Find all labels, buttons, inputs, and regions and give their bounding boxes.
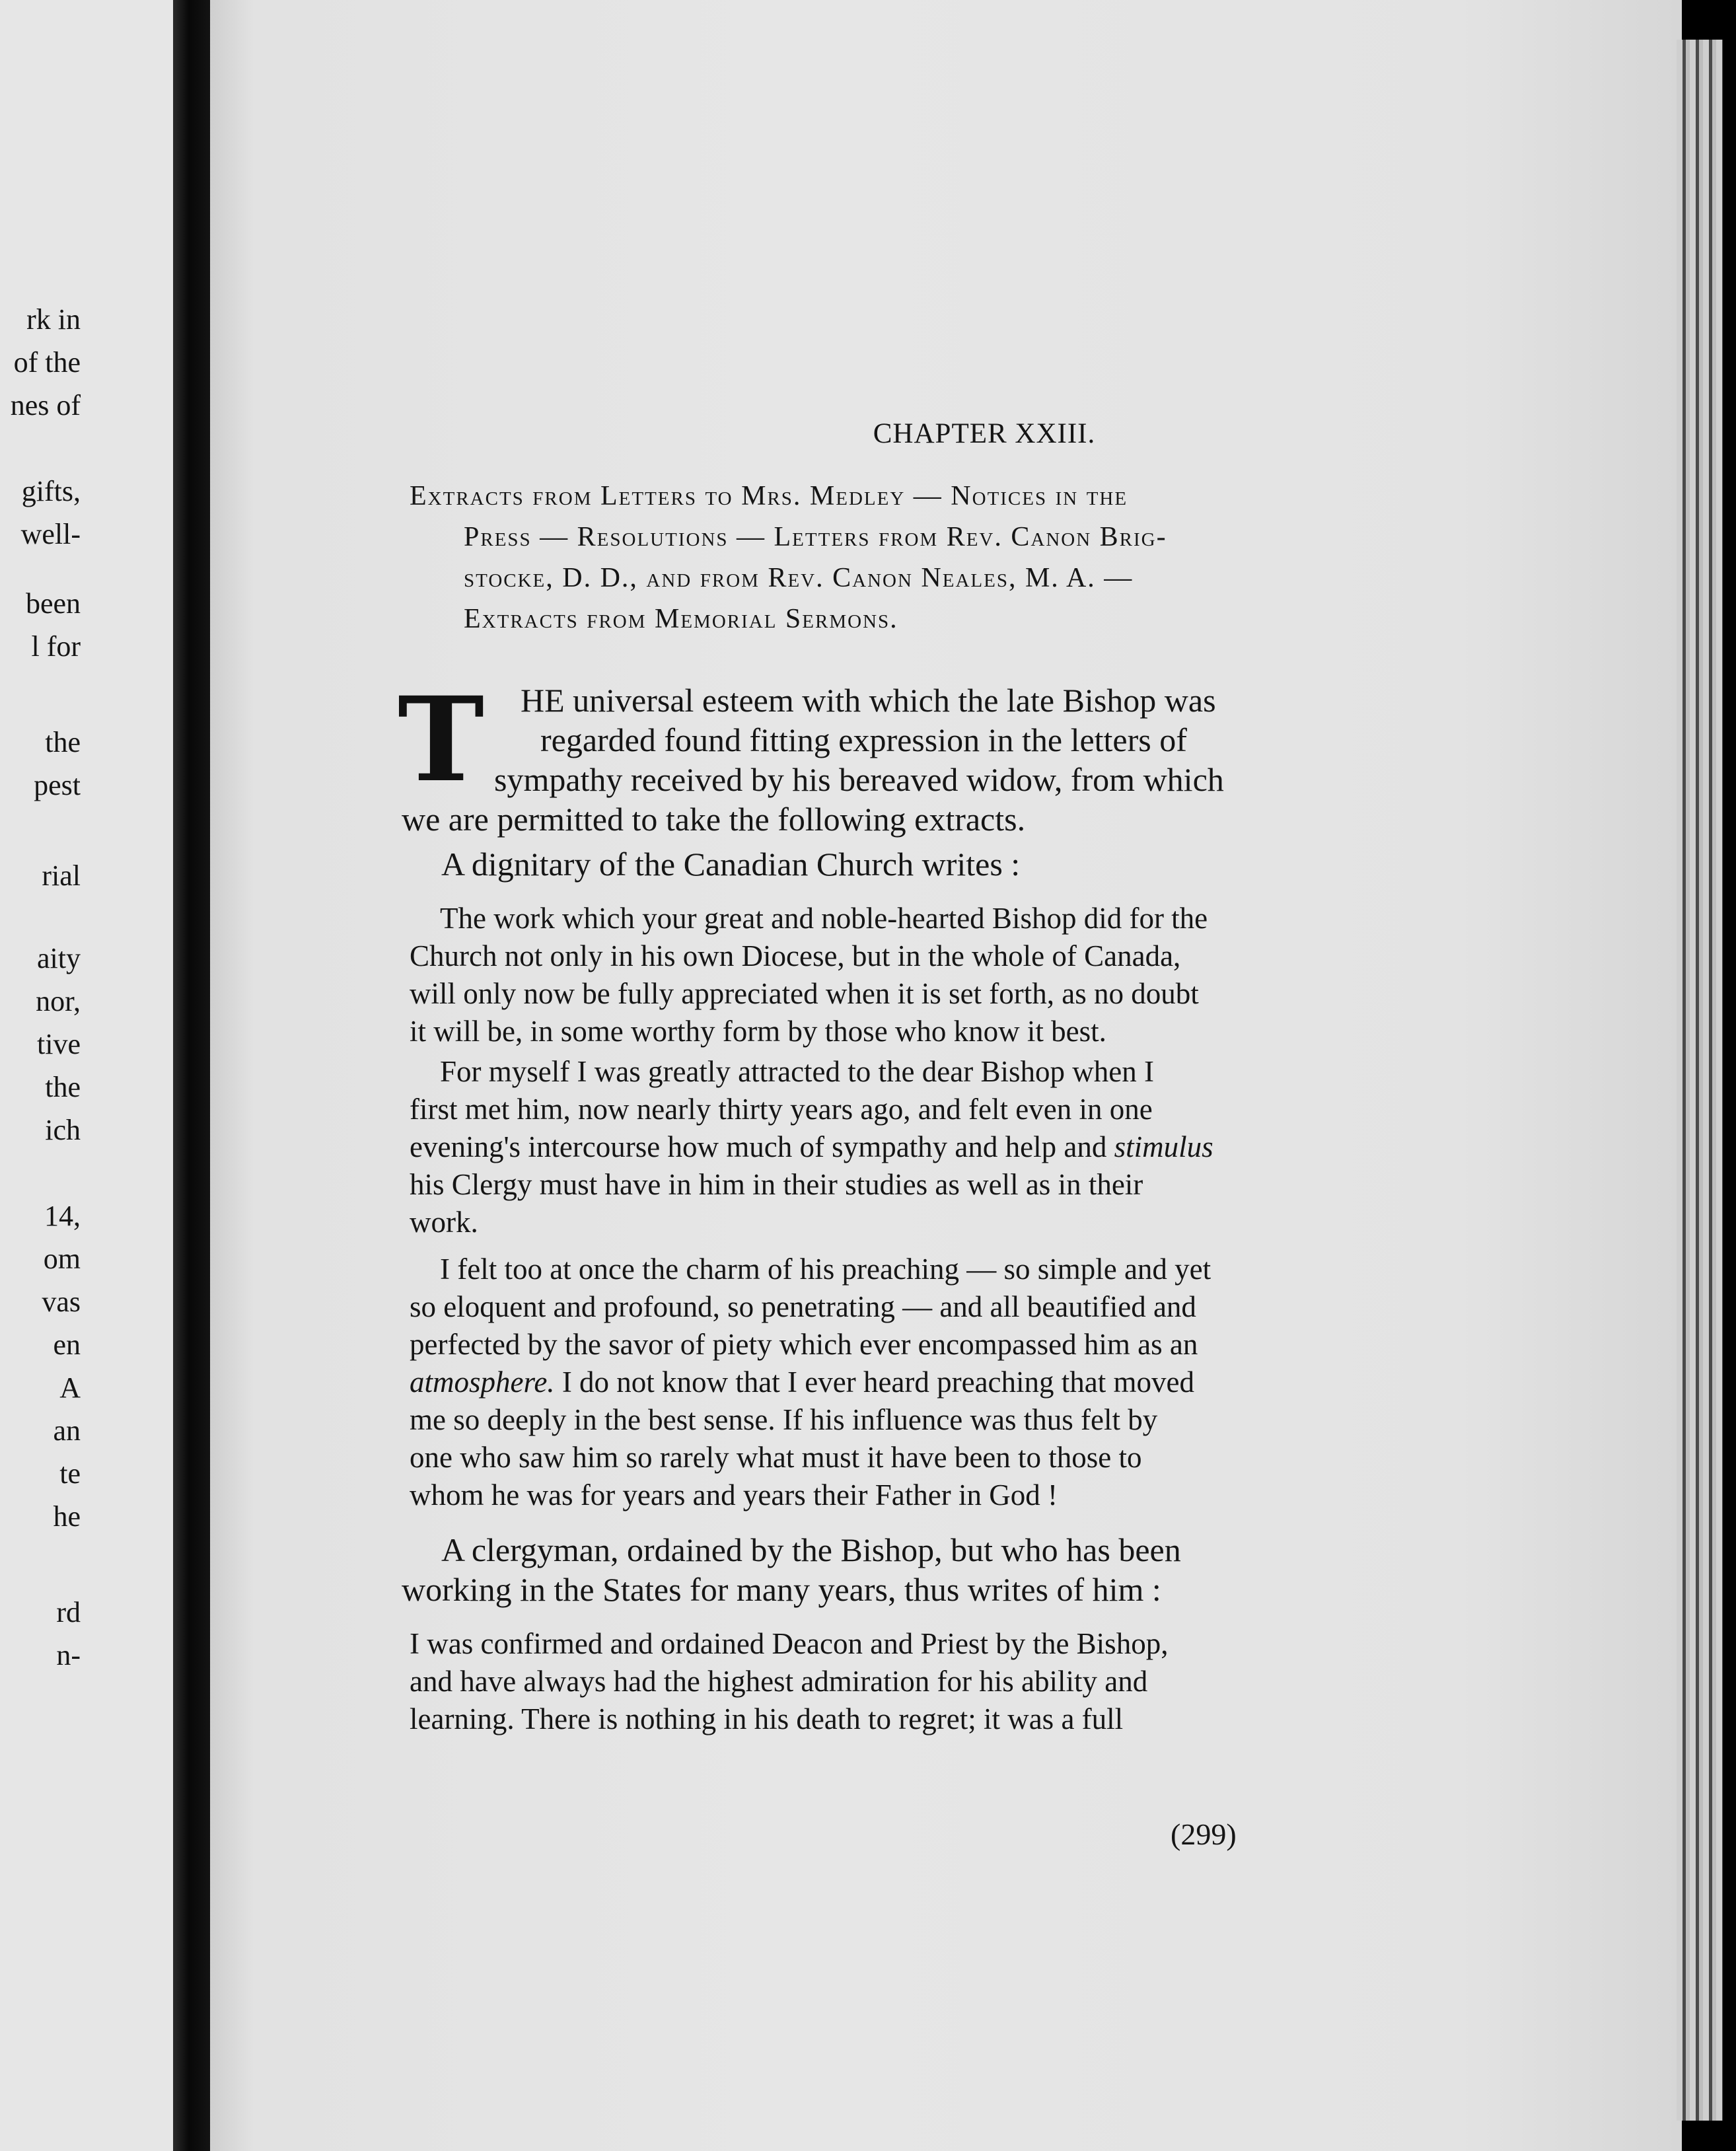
quoted-letter [402,900,1353,1050]
body-line: working in the States for many years, thus writes of him : [402,1571,1161,1608]
body-line: HE universal esteem with which the late Bishop was [521,682,1216,719]
quote-text: evening's intercourse how much of sympathy and help and [410,1130,1107,1163]
quote-line [410,1364,1353,1401]
drop-cap: T [398,671,484,808]
quote-line: first met him, now nearly thirty years ago, and felt even in one [410,1093,1153,1126]
italic-word: stimulus [1114,1130,1213,1163]
left-page-text: rk in [26,303,81,336]
quote-line: perfected by the savor of piety which ever encompassed him as an [410,1328,1198,1361]
body-line: sympathy received by his bereaved widow, from which [494,761,1224,798]
quote-line: I felt too at once the charm of his preaching — so simple and yet [440,1253,1212,1286]
quote-text: I do not know that I ever heard preaching that moved [561,1366,1194,1399]
quoted-letter [402,1053,1353,1241]
left-page-text: the [45,726,81,758]
quote-line: Church not only in his own Diocese, but in the whole of Canada, [410,939,1181,972]
left-page-text: pest [34,769,81,801]
quote-line: me so deeply in the best sense. If his influence was thus felt by [410,1403,1158,1436]
chapter-body [398,671,1353,1738]
quote-line: so eloquent and profound, so penetrating — and all beautified and [410,1290,1196,1323]
quote-line: For myself I was greatly attracted to the dear Bishop when I [440,1055,1154,1088]
summary-line: stocke, D. D., and from Rev. Canon Neales, M. A. — [464,563,1134,593]
chapter-summary [410,476,1394,639]
quote-line: one who saw him so rarely what must it have been to those to [410,1441,1142,1474]
body-line: A clergyman, ordained by the Bishop, but who has been [441,1531,1181,1568]
left-page-text: aity [37,942,81,974]
left-page-text: nor, [36,985,81,1017]
italic-word: atmosphere. [410,1366,555,1399]
left-page-text: n- [56,1639,81,1671]
page-edges [1677,40,1723,2121]
quote-line: his Clergy must have in him in their studies as well as in their [410,1168,1143,1201]
left-page-text: rd [56,1596,81,1628]
intro-paragraph [398,671,1353,839]
left-page-text: en [53,1329,81,1361]
quoted-letter [402,1625,1353,1738]
left-page-text: l for [31,630,81,663]
left-page-text: he [53,1500,81,1533]
quote-line: and have always had the highest admiration for his ability and [410,1665,1148,1698]
lead-paragraph [402,844,1353,884]
chapter-heading: CHAPTER XXIII. [873,418,1096,449]
quoted-letter [402,1251,1353,1514]
quote-line: it will be, in some worthy form by those who know it best. [410,1015,1106,1048]
lead-paragraph [402,1530,1353,1609]
summary-line: Press — Resolutions — Letters from Rev. Canon Brig- [464,522,1167,552]
left-page-text: tive [37,1028,81,1060]
left-page-text: rial [42,859,81,892]
left-page-text: nes of [10,389,81,421]
quote-line: I was confirmed and ordained Deacon and Priest by the Bishop, [410,1627,1169,1660]
left-page-text: well- [20,518,81,550]
summary-line: Extracts from Memorial Sermons. [464,604,898,634]
quote-line: whom he was for years and years their Father in God ! [410,1478,1058,1512]
left-page-text: been [25,587,81,620]
quote-line [410,1128,1353,1166]
left-page-text: 14, [44,1200,81,1232]
left-page-text: A [59,1371,81,1404]
left-page-text: an [53,1414,81,1447]
quote-line: The work which your great and noble-hearted Bishop did for the [440,902,1208,935]
left-page-text: om [43,1243,81,1275]
quote-line: learning. There is nothing in his death to regret; it was a full [410,1702,1124,1735]
left-page-text: of the [13,346,81,379]
left-page-text: ich [45,1114,81,1146]
previous-page-fragment [0,0,198,2151]
left-page-text: gifts, [21,475,81,507]
left-page-text: the [45,1071,81,1103]
body-line: we are permitted to take the following extracts. [402,801,1026,838]
quote-line: will only now be fully appreciated when it is set forth, as no doubt [410,977,1199,1010]
quote-line: work. [410,1206,478,1239]
page-number: (299) [1171,1817,1237,1851]
left-page-text: te [59,1457,81,1490]
body-line: A dignitary of the Canadian Church writes : [441,846,1021,883]
body-line: regarded found fitting expression in the letters of [540,721,1187,758]
book-gutter [173,0,213,2151]
left-page-text: vas [42,1286,81,1318]
summary-line: Extracts from Letters to Mrs. Medley — Notices in the [410,481,1128,511]
